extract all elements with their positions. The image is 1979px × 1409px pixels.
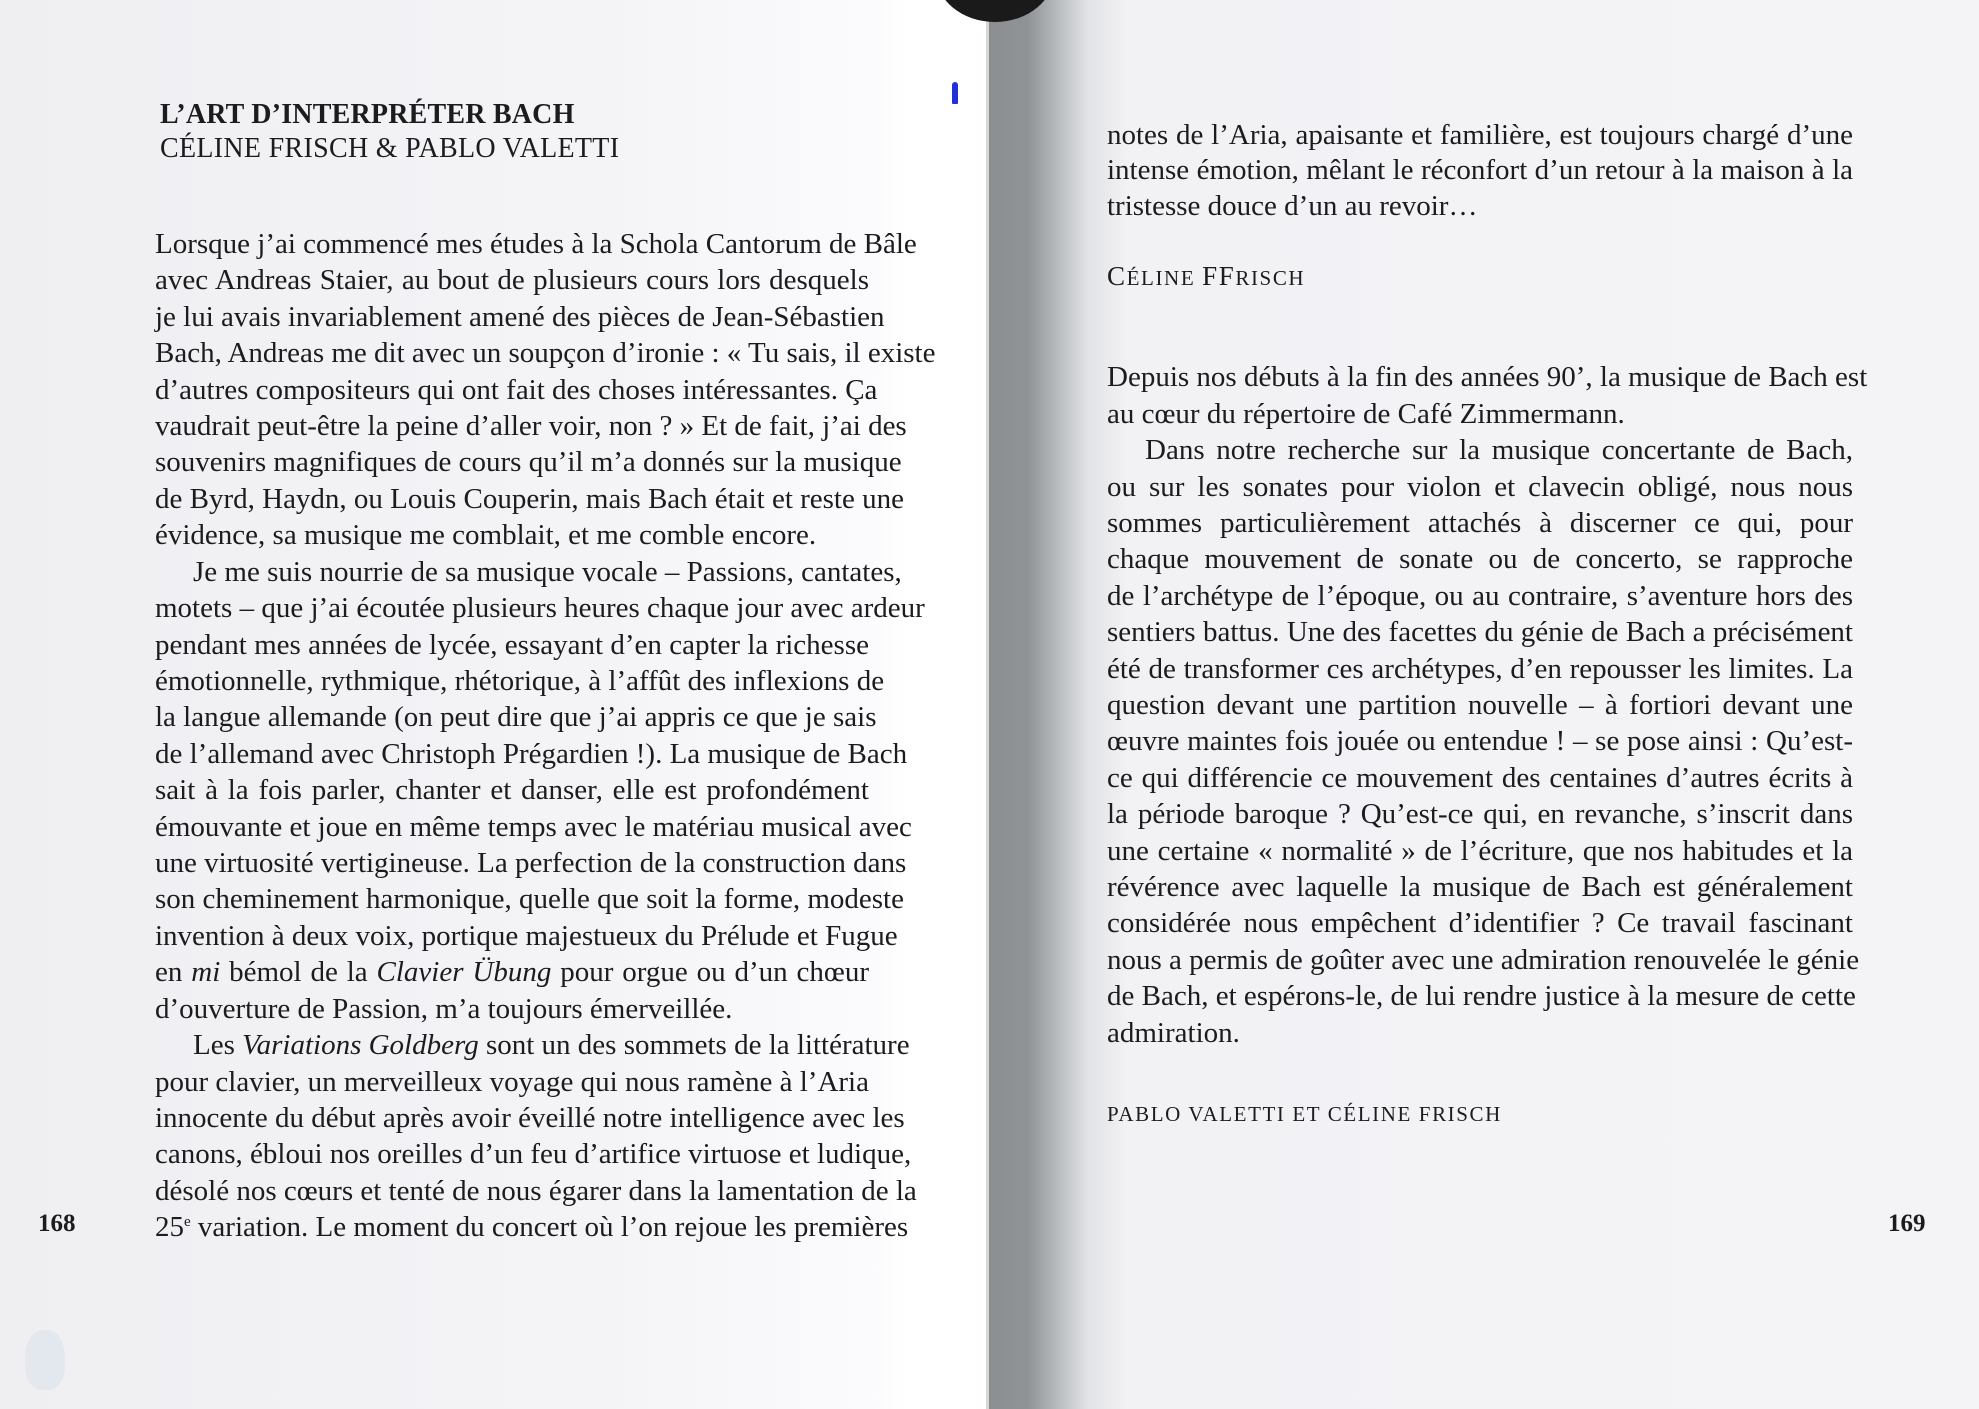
- body-line: de Byrd, Haydn, ou Louis Couperin, mais Bach était et reste une: [155, 483, 904, 515]
- body-line: une virtuosité vertigineuse. La perfection de la construction dans: [155, 847, 907, 879]
- body-line: de l’archétype de l’époque, ou au contraire, s’aventure hors des: [1107, 580, 1853, 612]
- body-line: œuvre maintes fois jouée ou entendue ! – se pose ainsi : Qu’est-: [1107, 725, 1853, 757]
- body-line: notes de l’Aria, apaisante et familière, est toujours chargé d’une: [1107, 119, 1853, 151]
- body-line: sentiers battus. Une des facettes du génie de Bach a précisément: [1107, 616, 1853, 648]
- body-line: Depuis nos débuts à la fin des années 90’, la musique de Bach est: [1107, 361, 1868, 393]
- body-line: désolé nos cœurs et tenté de nous égarer dans la lamentation de la: [155, 1175, 917, 1207]
- body-line: été de transformer ces archétypes, d’en repousser les limites. La: [1107, 653, 1853, 685]
- watermark-figure-icon: [25, 1330, 65, 1390]
- signature-pablo-valetti-celine-frisch: PABLO VALETTI ET CÉLINE FRISCH: [1107, 1102, 1502, 1126]
- italic-text: Variations Goldberg: [242, 1029, 479, 1061]
- body-line: sait à la fois parler, chanter et danser, elle est profondément: [155, 774, 869, 806]
- text: 25: [155, 1211, 184, 1243]
- chapter-title: L’ART D’INTERPRÉTER BACH: [160, 99, 575, 130]
- body-line: Je me suis nourrie de sa musique vocale – Passions, cantates,: [193, 556, 902, 588]
- text: RISCH: [1235, 266, 1306, 290]
- body-line: d’ouverture de Passion, m’a toujours émerveillée.: [155, 993, 733, 1025]
- italic-text: Clavier Übung: [376, 956, 552, 988]
- page-number-left: 168: [38, 1210, 76, 1237]
- body-line: [155, 954, 869, 990]
- body-line: évidence, sa musique me comblait, et me comble encore.: [155, 519, 817, 551]
- body-line: une certaine « normalité » de l’écriture, que nos habitudes et la: [1107, 835, 1853, 867]
- text: sont un des sommets de la littérature: [478, 1029, 910, 1061]
- body-line: innocente du début après avoir éveillé notre intelligence avec les: [155, 1102, 905, 1134]
- body-line: motets – que j’ai écoutée plusieurs heures chaque jour avec ardeur: [155, 592, 925, 624]
- text: ÉLINE: [1126, 266, 1203, 290]
- body-line: Lorsque j’ai commencé mes études à la Schola Cantorum de Bâle: [155, 228, 917, 260]
- body-line: admiration.: [1107, 1017, 1240, 1049]
- body-line: je lui avais invariablement amené des pièces de Jean-Sébastien: [155, 301, 885, 333]
- body-line: la période baroque ? Qu’est-ce qui, en revanche, s’inscrit dans: [1107, 798, 1853, 830]
- body-line: tristesse douce d’un au revoir…: [1107, 190, 1478, 222]
- body-line: révérence avec laquelle la musique de Bach est généralement: [1107, 871, 1853, 903]
- body-line: de l’allemand avec Christoph Prégardien !). La musique de Bach: [155, 738, 908, 770]
- body-line: Dans notre recherche sur la musique concertante de Bach,: [1145, 434, 1853, 466]
- body-line: émotionnelle, rythmique, rhétorique, à l’affût des inflexions de: [155, 665, 885, 697]
- body-line: invention à deux voix, portique majestueux du Prélude et Fugue: [155, 920, 898, 952]
- body-line: canons, ébloui nos oreilles d’un feu d’artifice virtuose et ludique,: [155, 1138, 912, 1170]
- body-line: au cœur du répertoire de Café Zimmermann.: [1107, 398, 1625, 430]
- page-number-right: 169: [1888, 1210, 1926, 1237]
- italic-text: mi: [191, 956, 221, 988]
- body-line: [155, 1209, 909, 1245]
- body-line: d’autres compositeurs qui ont fait des choses intéressantes. Ça: [155, 374, 878, 406]
- body-line: souvenirs magnifiques de cours qu’il m’a donnés sur la musique: [155, 446, 902, 478]
- text: C: [1107, 261, 1127, 291]
- body-line: avec Andreas Staier, au bout de plusieurs cours lors desquels: [155, 264, 869, 296]
- body-line: ou sur les sonates pour violon et clavecin obligé, nous nous: [1107, 471, 1853, 503]
- text: bémol de la: [220, 956, 377, 988]
- body-line: nous a permis de goûter avec une admiration renouvelée le génie: [1107, 944, 1860, 976]
- body-line: question devant une partition nouvelle – à fortiori devant une: [1107, 689, 1853, 721]
- body-line: ce qui différencie ce mouvement des centaines d’autres écrits à: [1107, 762, 1853, 794]
- body-line: son cheminement harmonique, quelle que soit la forme, modeste: [155, 883, 904, 915]
- text: Les: [193, 1029, 243, 1061]
- body-line: Bach, Andreas me dit avec un soupçon d’ironie : « Tu sais, il existe: [155, 337, 936, 369]
- body-line: [155, 1027, 910, 1063]
- text: FF: [1202, 261, 1236, 291]
- body-line: considérée nous empêchent d’identifier ? Ce travail fascinant: [1107, 907, 1853, 939]
- text: variation. Le moment du concert où l’on rejoue les premières: [190, 1211, 909, 1243]
- ink-mark: [952, 82, 958, 104]
- book-spine: [986, 0, 989, 1409]
- text: en: [155, 956, 192, 988]
- body-line: la langue allemande (on peut dire que j’ai appris ce que je sais: [155, 701, 877, 733]
- chapter-authors: CÉLINE FRISCH & PABLO VALETTI: [160, 133, 620, 164]
- body-line: intense émotion, mêlant le réconfort d’un retour à la maison à la: [1107, 154, 1853, 186]
- body-line: sommes particulièrement attachés à discerner ce qui, pour: [1107, 507, 1853, 539]
- body-line: chaque mouvement de sonate ou de concerto, se rapproche: [1107, 543, 1853, 575]
- text: pour orgue ou d’un chœur: [551, 956, 869, 988]
- signature-celine-frisch: [1107, 258, 1853, 294]
- body-line: émouvante et joue en même temps avec le matériau musical avec: [155, 811, 912, 843]
- body-line: pendant mes années de lycée, essayant d’en capter la richesse: [155, 629, 869, 661]
- superscript: e: [184, 1214, 191, 1230]
- body-line: vaudrait peut-être la peine d’aller voir, non ? » Et de fait, j’ai des: [155, 410, 907, 442]
- body-line: de Bach, et espérons-le, de lui rendre justice à la mesure de cette: [1107, 980, 1856, 1012]
- body-line: pour clavier, un merveilleux voyage qui nous ramène à l’Aria: [155, 1066, 869, 1098]
